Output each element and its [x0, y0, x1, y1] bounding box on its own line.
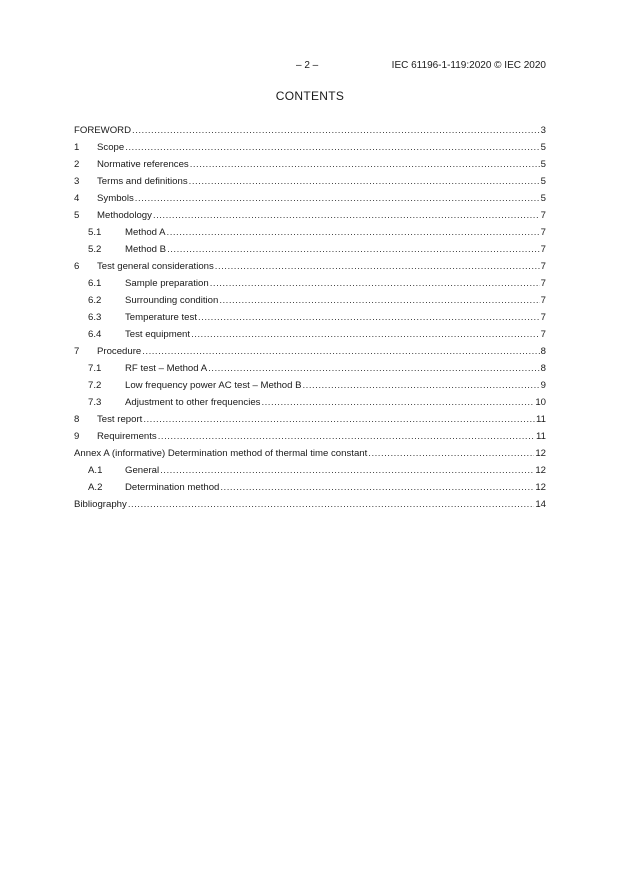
toc-entry-page: 12: [535, 482, 546, 493]
toc-entry[interactable]: [74, 345, 546, 362]
toc-entry[interactable]: [74, 158, 546, 175]
toc-dot-leader: [189, 175, 540, 189]
toc-dot-leader: [167, 243, 540, 257]
toc-dot-leader: [198, 311, 540, 325]
toc-entry-number: 2: [74, 159, 80, 170]
toc-dot-leader: [132, 124, 540, 138]
toc-dot-leader: [303, 379, 540, 393]
toc-dot-leader: [210, 277, 540, 291]
toc-entry-title: Method A: [125, 227, 166, 238]
toc-dot-leader: [191, 328, 540, 342]
toc-entry-number: 4: [74, 193, 80, 204]
toc-entry-page: 7: [540, 227, 546, 238]
toc-entry[interactable]: [74, 175, 546, 192]
toc-dot-leader: [135, 192, 540, 206]
toc-entry-page: 7: [540, 244, 546, 255]
toc-entry-page: 5: [540, 159, 546, 170]
toc-entry-number: 8: [74, 414, 80, 425]
toc-entry-title: Annex A (informative) Determination method of thermal time constant: [74, 448, 368, 459]
toc-entry-number: 5.2: [88, 244, 102, 255]
toc-entry-title: Test report: [97, 414, 143, 425]
toc-entry-page: 7: [540, 329, 546, 340]
toc-entry-title: RF test – Method A: [125, 363, 208, 374]
toc-entry[interactable]: [74, 413, 546, 430]
toc-entry-page: 7: [540, 210, 546, 221]
toc-entry[interactable]: [74, 243, 546, 260]
toc-dot-leader: [128, 498, 535, 512]
toc-dot-leader: [142, 345, 539, 359]
toc-entry[interactable]: [74, 277, 546, 294]
toc-entry-title: Low frequency power AC test – Method B: [125, 380, 302, 391]
toc-dot-leader: [190, 158, 540, 172]
toc-dot-leader: [368, 447, 534, 461]
toc-dot-leader: [158, 430, 535, 444]
toc-entry-number: 1: [74, 142, 80, 153]
toc-entry-title: General: [125, 465, 160, 476]
toc-entry-title: Normative references: [97, 159, 189, 170]
page-header: [0, 60, 620, 74]
toc-entry-number: 6.1: [88, 278, 102, 289]
toc-entry-number: 6.4: [88, 329, 102, 340]
table-of-contents: [74, 124, 546, 515]
toc-dot-leader: [219, 294, 539, 308]
toc-entry[interactable]: [74, 260, 546, 277]
toc-dot-leader: [261, 396, 534, 410]
toc-dot-leader: [153, 209, 540, 223]
toc-entry-number: A.2: [88, 482, 103, 493]
toc-entry-title: Methodology: [97, 210, 152, 221]
toc-entry-page: 5: [540, 142, 546, 153]
toc-entry-page: 11: [536, 414, 546, 425]
toc-entry-title: Test equipment: [125, 329, 191, 340]
toc-entry-page: 10: [535, 397, 546, 408]
toc-entry[interactable]: [74, 328, 546, 345]
toc-dot-leader: [143, 413, 535, 427]
toc-entry-number: 6.3: [88, 312, 102, 323]
toc-entry[interactable]: [74, 192, 546, 209]
toc-entry-title: Adjustment to other frequencies: [125, 397, 261, 408]
toc-entry-page: 7: [540, 312, 546, 323]
toc-entry[interactable]: [74, 294, 546, 311]
toc-entry[interactable]: [74, 447, 546, 464]
toc-entry-number: 5.1: [88, 227, 102, 238]
toc-dot-leader: [160, 464, 534, 478]
toc-dot-leader: [208, 362, 540, 376]
toc-entry[interactable]: [74, 226, 546, 243]
toc-entry-page: 7: [540, 295, 546, 306]
page-title: CONTENTS: [275, 89, 345, 103]
toc-entry-page: 14: [535, 499, 546, 510]
toc-entry[interactable]: [74, 430, 546, 447]
toc-entry-page: 7: [540, 261, 546, 272]
toc-entry-title: Bibliography: [74, 499, 127, 510]
document-reference: IEC 61196-1-119:2020 © IEC 2020: [391, 60, 546, 71]
toc-entry[interactable]: [74, 481, 546, 498]
toc-entry[interactable]: [74, 396, 546, 413]
toc-entry-number: 7: [74, 346, 80, 357]
toc-dot-leader: [215, 260, 540, 274]
toc-entry-title: Surrounding condition: [125, 295, 219, 306]
toc-entry-title: Terms and definitions: [97, 176, 188, 187]
toc-entry-title: Method B: [125, 244, 167, 255]
toc-entry-title: Determination method: [125, 482, 220, 493]
toc-entry[interactable]: [74, 464, 546, 481]
toc-dot-leader: [220, 481, 534, 495]
toc-entry-page: 9: [540, 380, 546, 391]
toc-entry-number: 3: [74, 176, 80, 187]
toc-entry-title: Temperature test: [125, 312, 197, 323]
toc-entry-page: 8: [540, 363, 546, 374]
toc-entry-page: 5: [540, 176, 546, 187]
toc-entry-number: 9: [74, 431, 80, 442]
toc-entry-page: 3: [540, 125, 546, 136]
toc-entry-title: Sample preparation: [125, 278, 209, 289]
toc-entry[interactable]: [74, 124, 546, 141]
toc-entry-number: 5: [74, 210, 80, 221]
toc-entry-page: 5: [540, 193, 546, 204]
toc-entry[interactable]: [74, 311, 546, 328]
toc-entry-title: Requirements: [97, 431, 157, 442]
toc-entry[interactable]: [74, 379, 546, 396]
toc-entry-title: Symbols: [97, 193, 134, 204]
toc-entry[interactable]: [74, 209, 546, 226]
toc-entry-title: FOREWORD: [74, 125, 132, 136]
toc-entry-number: 6: [74, 261, 80, 272]
toc-dot-leader: [167, 226, 540, 240]
toc-entry-number: 7.1: [88, 363, 102, 374]
toc-entry-number: 7.2: [88, 380, 102, 391]
toc-dot-leader: [125, 141, 539, 155]
toc-entry[interactable]: [74, 362, 546, 379]
toc-entry-page: 12: [535, 448, 546, 459]
toc-entry-title: Scope: [97, 142, 125, 153]
toc-entry-title: Procedure: [97, 346, 142, 357]
toc-entry[interactable]: [74, 498, 546, 515]
toc-entry-page: 12: [535, 465, 546, 476]
toc-entry-number: A.1: [88, 465, 103, 476]
toc-entry-page: 11: [536, 431, 546, 442]
toc-entry-page: 7: [540, 278, 546, 289]
toc-entry-number: 6.2: [88, 295, 102, 306]
toc-entry-page: 8: [540, 346, 546, 357]
toc-entry-title: Test general considerations: [97, 261, 214, 272]
toc-entry-number: 7.3: [88, 397, 102, 408]
page-number: – 2 –: [296, 60, 319, 71]
toc-entry[interactable]: [74, 141, 546, 158]
